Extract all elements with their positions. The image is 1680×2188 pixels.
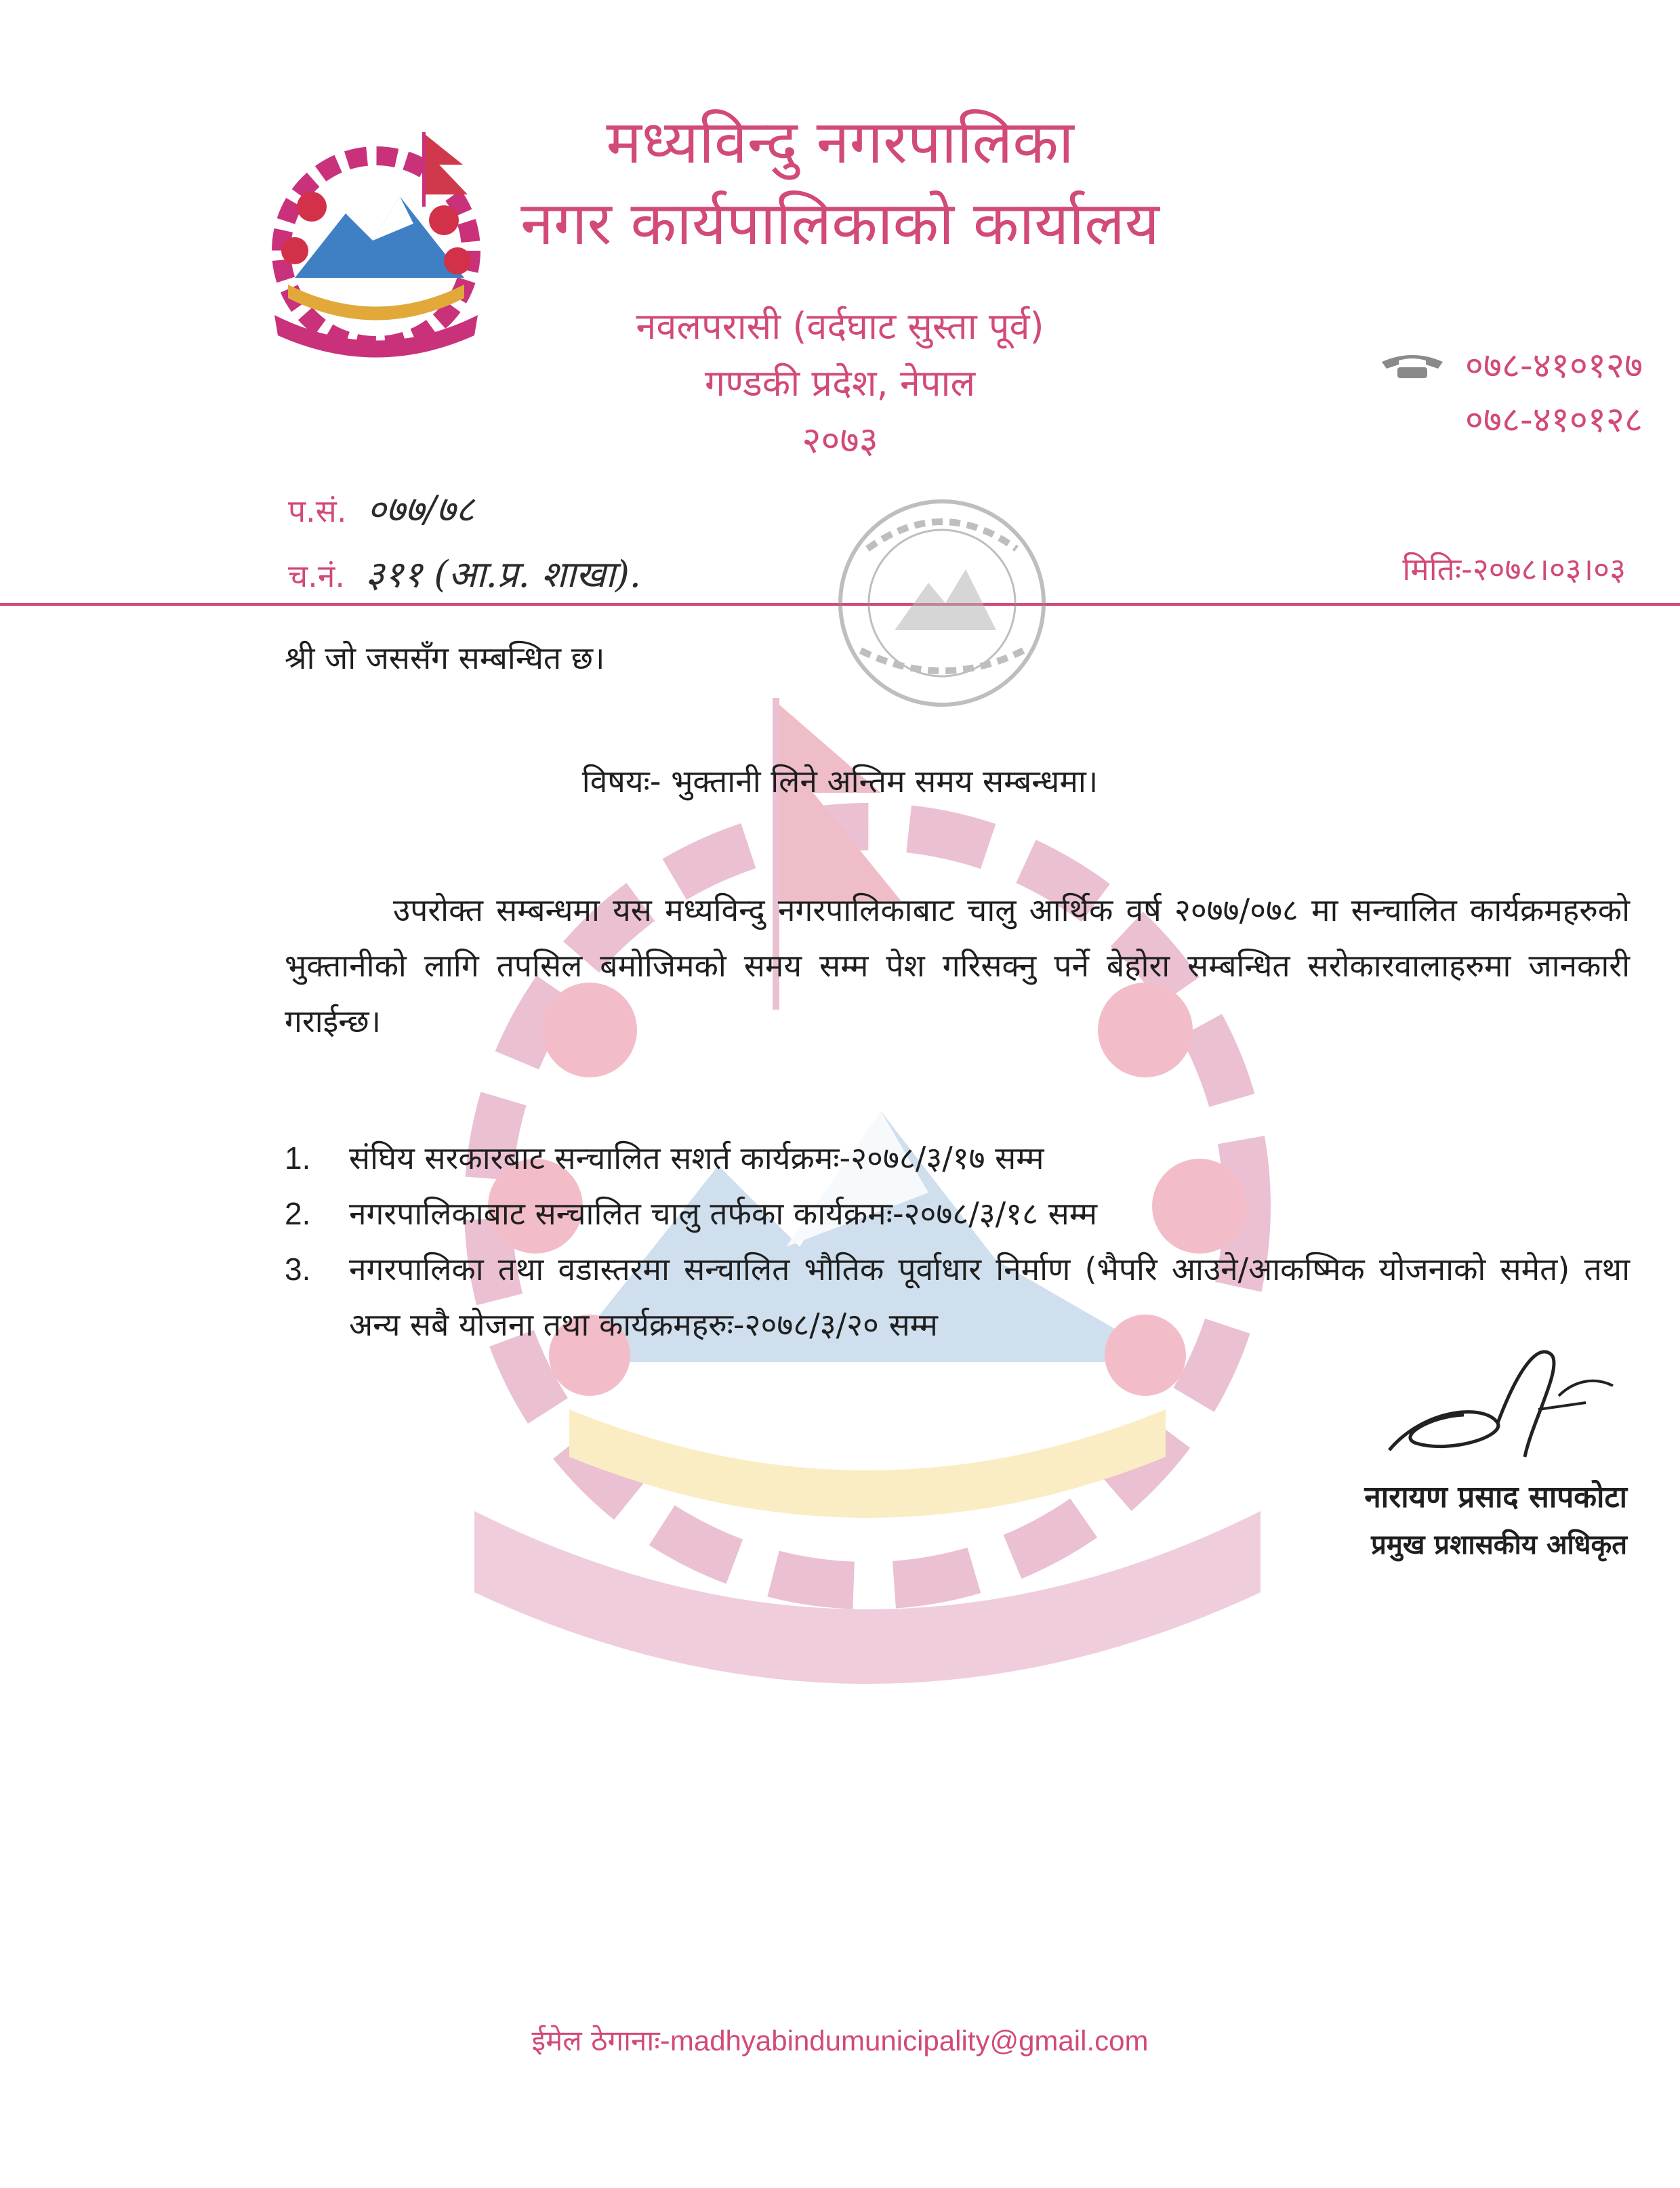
item-text: नगरपालिकाबाट सन्चालित चालु तर्फका कार्यक्रमः-२०७८/३/१८ सम्म xyxy=(349,1195,1097,1232)
letter-date: मितिः-२०७८।०३।०३ xyxy=(1402,551,1626,587)
item-number: 1. xyxy=(285,1140,311,1176)
municipality-name: मध्यविन्दु नगरपालिका xyxy=(606,107,1074,177)
signatory-title: प्रमुख प्रशासकीय अधिकृत xyxy=(1371,1529,1627,1561)
address-district: नवलपरासी (वर्दघाट सुस्ता पूर्व) xyxy=(636,305,1044,348)
patra-sankhya xyxy=(288,482,474,533)
email-label: ईमेल ठेगानाः- xyxy=(531,2024,670,2057)
cn-label: च.नं. xyxy=(288,558,345,594)
item-text: नगरपालिका तथा वडास्तरमा सन्चालित भौतिक पूर्वाधार निर्माण (भैपरि आउने/आकष्मिक योजनाको समेत) तथा अन्य सबै योजना तथा कार्यक्रमहरुः-२०७८/३/२० सम्म xyxy=(349,1251,1630,1343)
signatory-name: नारायण प्रसाद सापकोटा xyxy=(1364,1480,1627,1514)
subject-line: विषयः- भुक्तानी लिने अन्तिम समय सम्बन्धमा। xyxy=(581,763,1099,800)
list-item xyxy=(285,1186,1630,1241)
body-paragraph: उपरोक्त सम्बन्धमा यस मध्यविन्दु नगरपालिकाबाट चालु आर्थिक वर्ष २०७७/०७८ मा सन्चालित कार्यक्रमहरुको भुक्तानीको लागि तपसिल बमोजिमको समय सम्म पेश गरिसक्नु पर्ने बेहोरा सम्बन्धित सरोकारवालाहरुमा जानकारी गराईन्छ। xyxy=(285,892,1630,1039)
email-link[interactable]: madhyabindumunicipality@gmail.com xyxy=(670,2025,1149,2057)
address-province: गण्डकी प्रदेश, नेपाल xyxy=(704,362,976,405)
ps-label: प.सं. xyxy=(288,493,347,529)
cn-value: ३११ (आ.प्र. शाखा). xyxy=(365,553,641,596)
item-text: संघिय सरकारबाट सन्चालित सशर्त कार्यक्रमः-२०७८/३/१७ सम्म xyxy=(349,1140,1044,1176)
item-number: 2. xyxy=(285,1196,311,1231)
deadline-list xyxy=(285,1130,1630,1353)
office-title: नगर कार्यपालिकाको कार्यालय xyxy=(520,188,1160,258)
signature xyxy=(1369,1328,1626,1477)
chalani-number xyxy=(288,548,641,598)
office-stamp xyxy=(820,488,1064,718)
phone-block xyxy=(1378,339,1643,447)
established-year: २०७३ xyxy=(802,419,878,461)
ps-value: ०७७/७८ xyxy=(367,488,475,531)
recipient-line: श्री जो जससँग सम्बन्धित छ। xyxy=(285,640,605,676)
phone-icon xyxy=(1378,352,1446,379)
item-number: 3. xyxy=(285,1252,311,1287)
footer xyxy=(0,2021,1680,2059)
phone-number-2: ०७८-४१०१२८ xyxy=(1464,400,1643,440)
phone-number-1: ०७८-४१०१२७ xyxy=(1464,346,1643,386)
office-name xyxy=(0,102,1680,264)
list-item xyxy=(285,1130,1630,1186)
